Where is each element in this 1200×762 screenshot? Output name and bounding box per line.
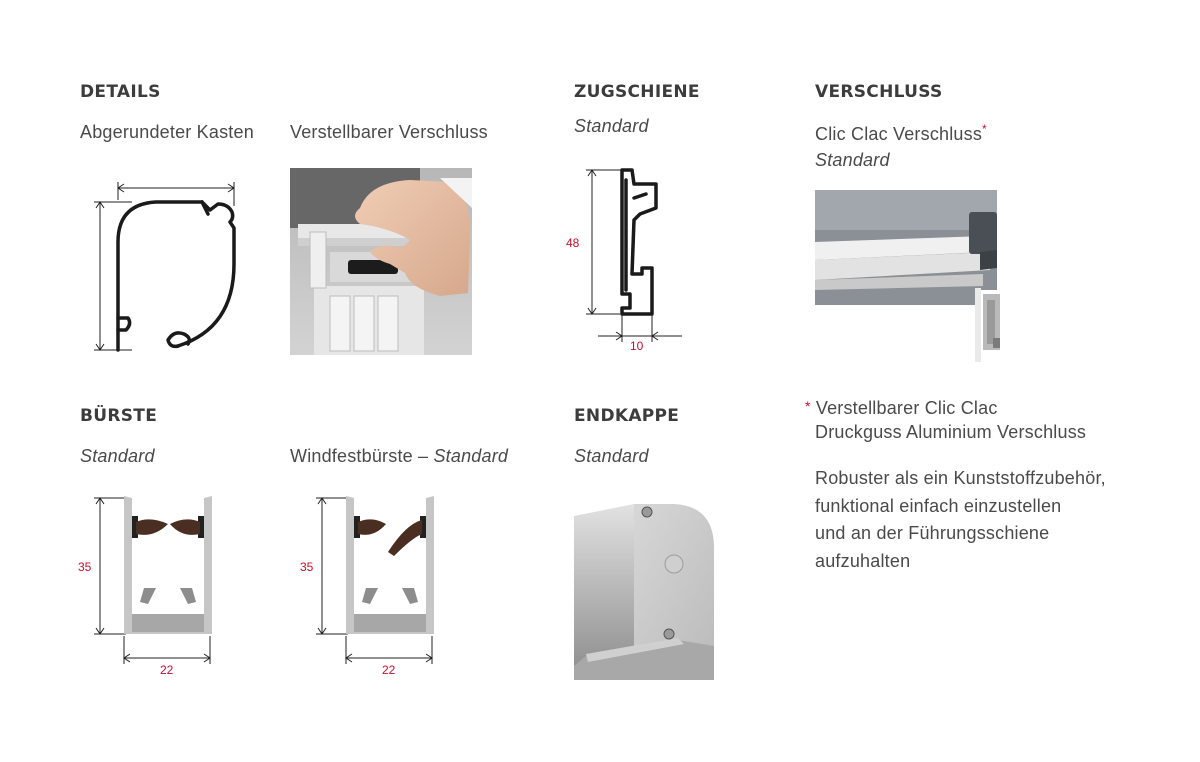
- zugschiene-subtitle: Standard: [574, 116, 649, 136]
- description-line: Robuster als ein Kunststoffzubehör,: [815, 468, 1106, 488]
- windfest-label-prefix: Windfestbürste –: [290, 446, 434, 466]
- verschluss-heading: VERSCHLUSS: [815, 82, 943, 102]
- brush-tilted-icon: [388, 520, 422, 556]
- footnote-line-1: Verstellbarer Clic Clac: [815, 398, 998, 418]
- endkappe-heading: ENDKAPPE: [574, 406, 680, 426]
- height-dimension-label: 35: [78, 560, 92, 574]
- width-dimension-label: 22: [160, 663, 174, 677]
- box-front-curve: [178, 202, 234, 346]
- details-heading: DETAILS: [80, 82, 161, 102]
- width-dimension-label: 22: [382, 663, 396, 677]
- buerste-heading: BÜRSTE: [80, 406, 158, 426]
- rounded-box-label: Abgerundeter Kasten: [80, 122, 254, 142]
- height-dimension-label: 35: [300, 560, 314, 574]
- clic-clac-lock-photo: [815, 190, 1000, 362]
- asterisk-mark: *: [982, 122, 987, 136]
- standard-brush-drawing: [74, 490, 224, 680]
- screw-bottom-icon: [664, 629, 674, 639]
- rail-rib: [634, 194, 646, 198]
- footnote: [805, 398, 998, 419]
- zugschiene-profile-drawing: [560, 162, 695, 357]
- description-line: aufzuhalten: [815, 550, 911, 571]
- windfest-brush-label: [290, 446, 508, 467]
- verschluss-subtitle: Standard: [815, 150, 890, 170]
- brush-right-icon: [170, 519, 200, 534]
- description-line: und an der Führungsschiene: [815, 523, 1050, 543]
- brush-left-icon: [358, 519, 386, 534]
- zugschiene-heading: ZUGSCHIENE: [574, 82, 700, 102]
- clic-clac-label-text: Clic Clac Verschluss: [815, 124, 983, 144]
- endkappe-subtitle: Standard: [574, 446, 649, 466]
- rounded-box-profile-drawing: [92, 178, 252, 358]
- windfest-label-suffix: Standard: [433, 446, 509, 466]
- adjustable-lock-photo: [290, 168, 472, 355]
- footnote-line-2: Druckguss Aluminium Verschluss: [815, 422, 1087, 442]
- footnote-mark: *: [805, 398, 811, 414]
- clic-clac-label: [815, 122, 987, 145]
- height-dimension-label: 48: [566, 236, 580, 250]
- width-dimension-label: 10: [630, 339, 644, 353]
- description-line: funktional einfach einzustellen: [815, 495, 1062, 516]
- end-cap-photo: [574, 496, 714, 680]
- windfest-brush-drawing: [296, 490, 446, 680]
- screw-top-icon: [642, 507, 652, 517]
- adjustable-lock-label: Verstellbarer Verschluss: [290, 122, 488, 142]
- lock-description: [815, 465, 1175, 575]
- brush-left-icon: [136, 519, 168, 534]
- box-back-curve: [118, 202, 202, 350]
- buerste-subtitle: Standard: [80, 446, 155, 466]
- axle-cap-icon: [665, 555, 683, 573]
